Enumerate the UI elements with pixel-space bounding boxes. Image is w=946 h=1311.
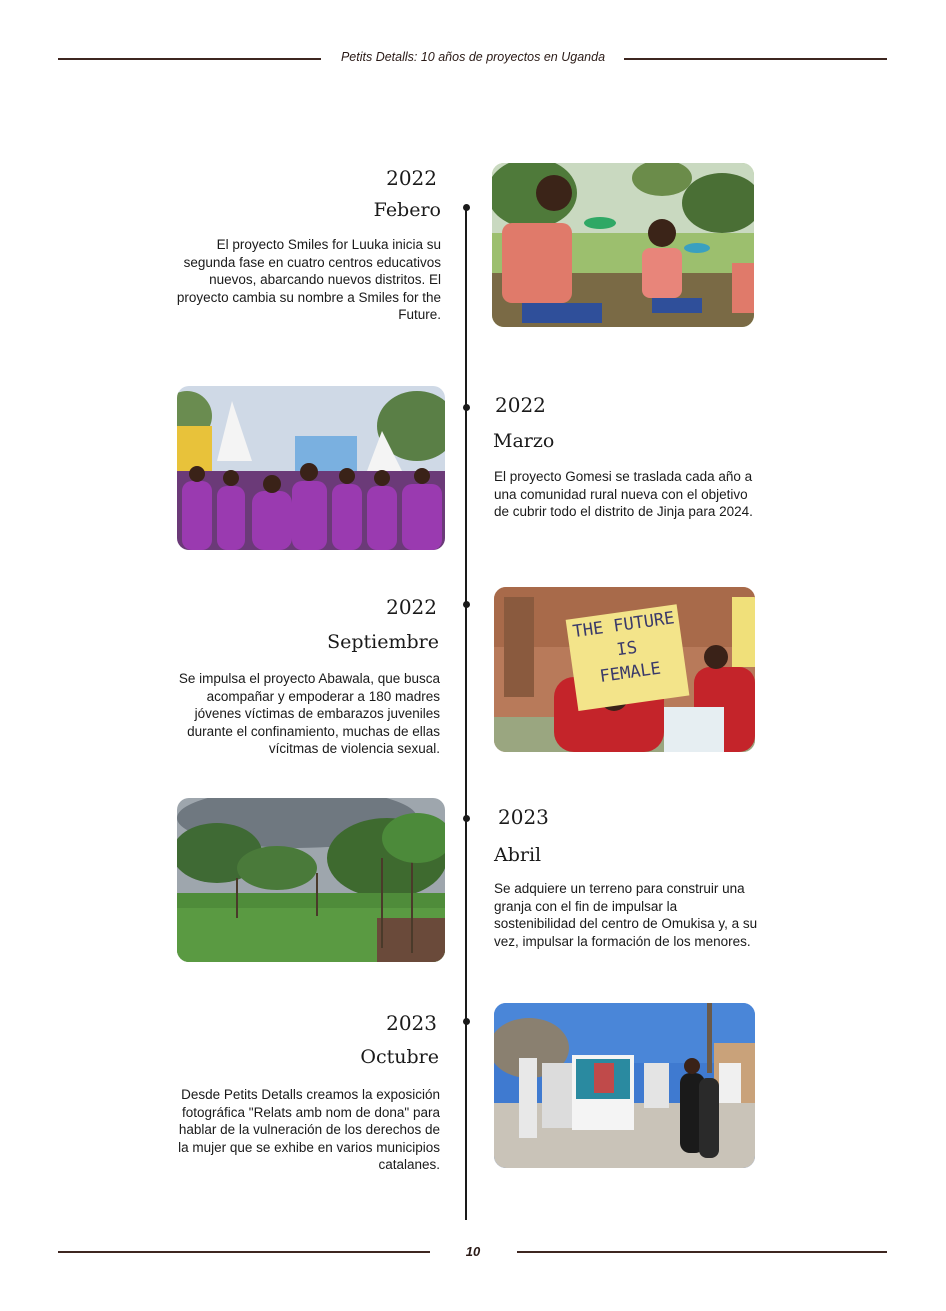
entry-month: Abril	[494, 844, 542, 866]
timeline-dot	[463, 1018, 470, 1025]
timeline-line	[465, 206, 467, 1220]
footer-rule-right	[517, 1251, 887, 1253]
header-rule-right	[624, 58, 887, 60]
running-header-title: Petits Detalls: 10 años de proyectos en Uganda	[340, 50, 606, 64]
sign-line: IS	[615, 637, 639, 661]
entry-description: El proyecto Gomesi se traslada cada año a una comunidad rural nueva con el objetivo de cubrir todo el distrito de Jinja para 2024.	[494, 469, 753, 519]
entry-year: 2022	[386, 166, 437, 190]
children-drinking-photo	[492, 163, 754, 327]
entry-description: Se adquiere un terreno para construir una granja con el fin de impulsar la sostenibilidad del centro de Omukisa y, a su vez, impulsar la formación de los menores.	[494, 881, 758, 949]
entry-month: Febero	[373, 199, 441, 221]
timeline-dot	[463, 204, 470, 211]
entry-year: 2023	[498, 805, 549, 829]
timeline-dot	[463, 601, 470, 608]
entry-month: Marzo	[493, 430, 555, 452]
women-march-photo	[177, 386, 445, 550]
timeline-dot	[463, 815, 470, 822]
entry-year: 2022	[386, 595, 437, 619]
sign-line: THE FUTURE	[571, 608, 676, 643]
entry-month: Octubre	[360, 1046, 439, 1068]
entry-year: 2022	[495, 393, 546, 417]
entry-month: Septiembre	[327, 631, 439, 653]
entry-description: Se impulsa el proyecto Abawala, que busca acompañar y empoderar a 180 madres jóvenes víctimas de embarazos juveniles durante el confinamiento, muchas de ellas vícitmas de violencia sexual.	[178, 671, 440, 756]
entry-description: Desde Petits Detalls creamos la exposición fotográfica "Relats amb nom de dona" para hablar de la vulneración de los derechos de la mujer que se exhibe en varios municipios catalanes.	[178, 1087, 440, 1172]
entry-year: 2023	[386, 1011, 437, 1035]
timeline-dot	[463, 404, 470, 411]
exhibition-photo	[494, 1003, 755, 1168]
sign-line: FEMALE	[598, 658, 663, 687]
farmland-photo	[177, 798, 445, 962]
entry-description: El proyecto Smiles for Luuka inicia su segunda fase en cuatro centros educativos nuevos, abarcando nuevos distritos. El proyecto cambia su nombre a Smiles for the Future.	[176, 237, 441, 322]
protest-sign-text	[568, 606, 687, 693]
page-number: 10	[465, 1244, 481, 1259]
